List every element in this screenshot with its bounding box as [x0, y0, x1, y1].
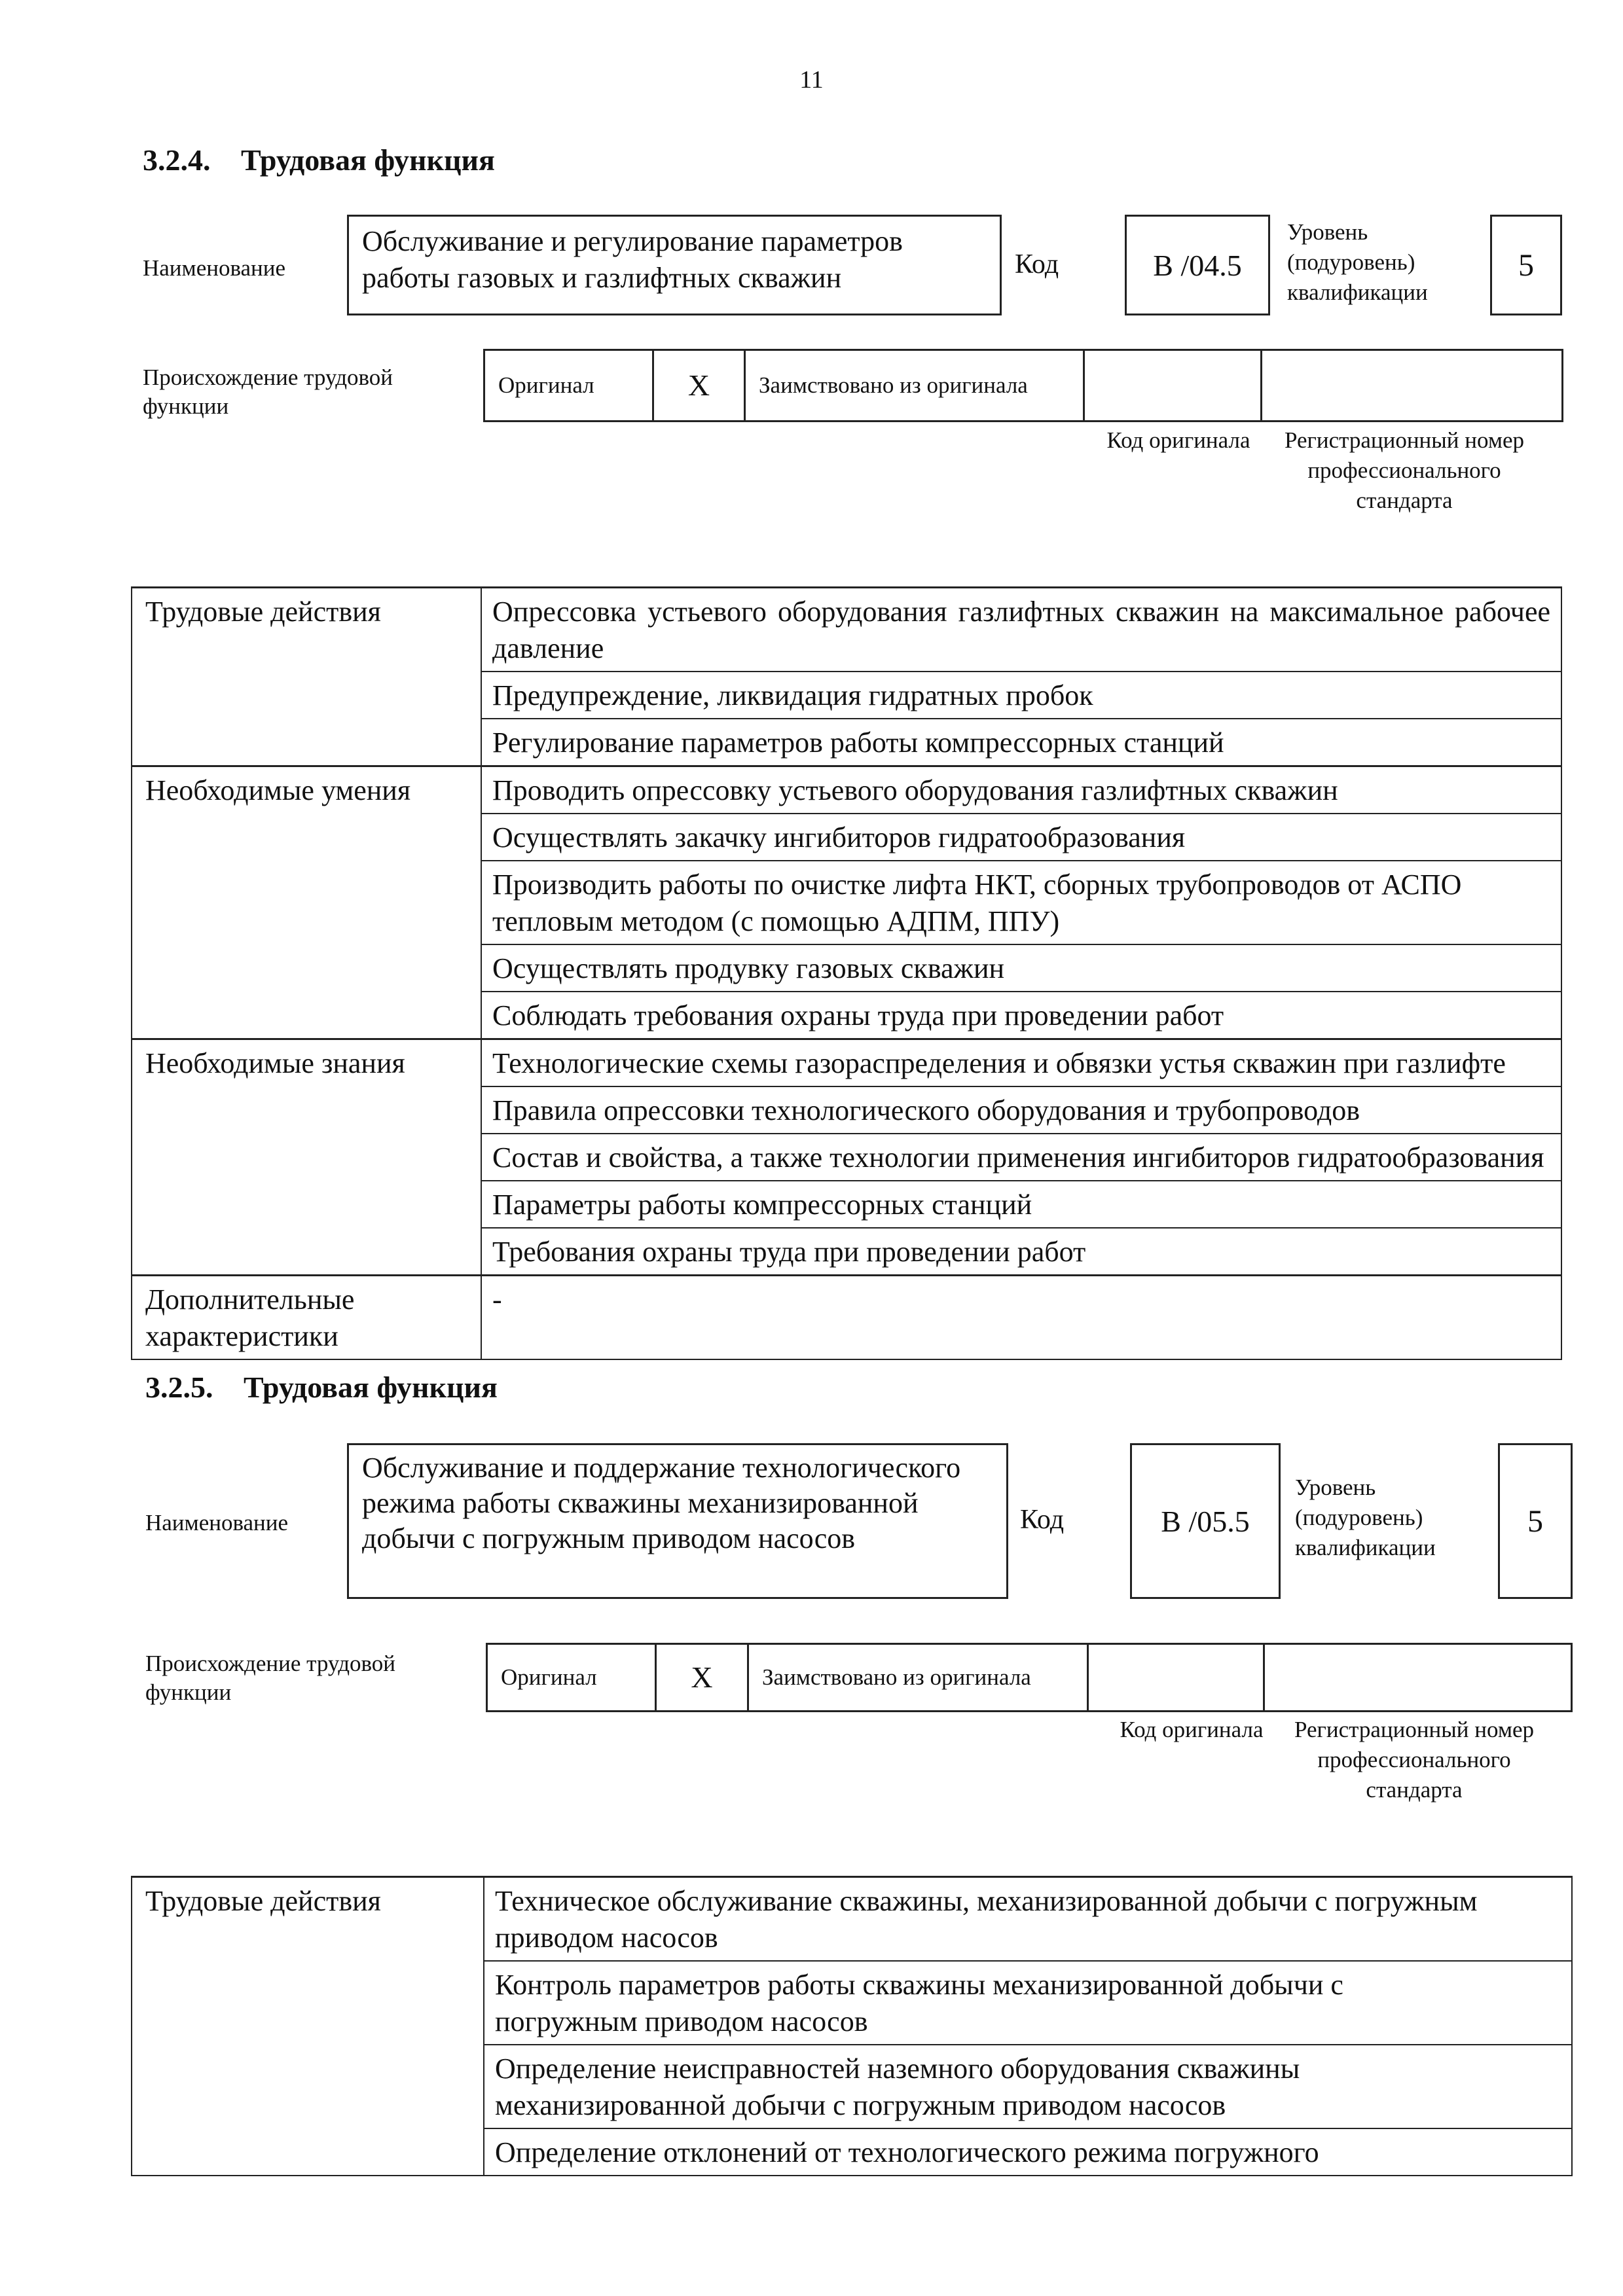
table-row: Регулирование параметров работы компрессорных станций [481, 719, 1561, 766]
section-324-code: В /04.5 [1153, 248, 1242, 282]
section-324-knowledge-label: Необходимые знания [132, 1039, 481, 1276]
section-325-origin-label: Происхождение трудовой функции [145, 1651, 396, 1705]
table-row: Определение отклонений от технологического режима погружного [484, 2128, 1572, 2176]
section-325-level: 5 [1527, 1503, 1543, 1539]
section-324-level: 5 [1518, 247, 1534, 283]
origin-reg-cell [1262, 350, 1563, 422]
origin-borrowed-label: Заимствовано из оригинала [762, 1664, 1031, 1690]
origin-original-label: Оригинал [501, 1664, 597, 1690]
section-324-skills-label: Необходимые умения [132, 766, 481, 1039]
origin-original-mark: X [656, 1644, 748, 1712]
table-row: Производить работы по очистке лифта НКТ, сборных трубопроводов от АСПО тепловым методом (с помощью АДПМ, ППУ) [481, 861, 1561, 944]
table-row: Требования охраны труда при проведении работ [481, 1228, 1561, 1276]
section-325-heading [145, 1370, 498, 1405]
section-325-name-box [347, 1443, 1008, 1599]
table-row: Осуществлять закачку ингибиторов гидратообразования [481, 814, 1561, 861]
section-324-title: Трудовая функция [241, 143, 495, 177]
section-324-table [131, 586, 1562, 1360]
section-324-additional-label: Дополнительные характеристики [132, 1276, 481, 1360]
section-324-number: 3.2.4. [143, 143, 211, 177]
section-325-title: Трудовая функция [244, 1371, 498, 1404]
origin-original-cell [487, 1644, 656, 1712]
section-324-original-code-label: Код оригинала [1106, 427, 1250, 453]
section-325-reg-number-label: Регистрационный номер профессионального стандарта [1294, 1717, 1535, 1803]
origin-reg-cell [1264, 1644, 1572, 1712]
section-325-name-label: Наименование [145, 1510, 289, 1535]
table-row: Предупреждение, ликвидация гидратных пробок [481, 672, 1561, 719]
section-324-code-label: Код [1015, 249, 1059, 279]
section-324-level-box [1490, 215, 1562, 315]
section-324-origin-table [483, 349, 1563, 422]
table-row: Проводить опрессовку устьевого оборудования газлифтных скважин [481, 766, 1561, 814]
table-row: Соблюдать требования охраны труда при проведении работ [481, 992, 1561, 1039]
section-325-code: В /05.5 [1161, 1504, 1250, 1538]
section-325-origin-table [486, 1643, 1573, 1712]
section-324-code-box [1125, 215, 1270, 315]
origin-code-cell [1084, 350, 1262, 422]
origin-borrowed-label: Заимствовано из оригинала [759, 372, 1028, 398]
section-324-additional-value: - [481, 1276, 1561, 1360]
origin-original-label: Оригинал [498, 372, 594, 398]
section-325-table [131, 1876, 1573, 2176]
section-325-level-box [1498, 1443, 1573, 1599]
section-324-name-box [347, 215, 1002, 315]
table-row: Техническое обслуживание скважины, механизированной добычи с погружным приводом насосов [484, 1877, 1572, 1962]
origin-original-cell [484, 350, 653, 422]
section-324-actions-label: Трудовые действия [132, 588, 481, 766]
table-row: Опрессовка устьевого оборудования газлифтных скважин на максимальное рабочее давление [481, 588, 1561, 672]
table-row: Технологические схемы газораспределения и обвязки устья скважин при газлифте [481, 1039, 1561, 1087]
table-row: Состав и свойства, а также технологии применения ингибиторов гидратообразования [481, 1134, 1561, 1181]
origin-original-mark: X [653, 350, 745, 422]
section-324-heading [143, 143, 495, 177]
section-325-code-label: Код [1020, 1505, 1065, 1535]
section-325-name: Обслуживание и поддержание технологического режима работы скважины механизированной добычи с погружным приводом насосов [362, 1452, 961, 1554]
origin-code-cell [1088, 1644, 1264, 1712]
section-325-actions-label: Трудовые действия [132, 1877, 484, 2176]
section-324-reg-number-label: Регистрационный номер профессионального стандарта [1284, 427, 1525, 513]
section-324-name-label: Наименование [143, 255, 286, 281]
origin-borrowed-cell [745, 350, 1084, 422]
page-number: 11 [799, 66, 824, 94]
table-row: Правила опрессовки технологического оборудования и трубопроводов [481, 1086, 1561, 1134]
origin-borrowed-cell [748, 1644, 1088, 1712]
section-324-origin-label: Происхождение трудовой функции [143, 365, 393, 419]
table-row: Контроль параметров работы скважины механизированной добычи с погружным приводом насосов [484, 1961, 1572, 2045]
table-row: Определение неисправностей наземного оборудования скважины механизированной добычи с погружным приводом насосов [484, 2045, 1572, 2128]
section-325-code-box [1130, 1443, 1281, 1599]
section-325-original-code-label: Код оригинала [1120, 1717, 1264, 1742]
table-row: Осуществлять продувку газовых скважин [481, 944, 1561, 992]
table-row: Параметры работы компрессорных станций [481, 1181, 1561, 1228]
section-324-level-label: Уровень (подуровень) квалификации [1287, 219, 1428, 305]
section-324-name: Обслуживание и регулирование параметров работы газовых и газлифтных скважин [362, 225, 903, 294]
section-325-number: 3.2.5. [145, 1371, 213, 1404]
section-325-level-label: Уровень (подуровень) квалификации [1295, 1475, 1436, 1560]
